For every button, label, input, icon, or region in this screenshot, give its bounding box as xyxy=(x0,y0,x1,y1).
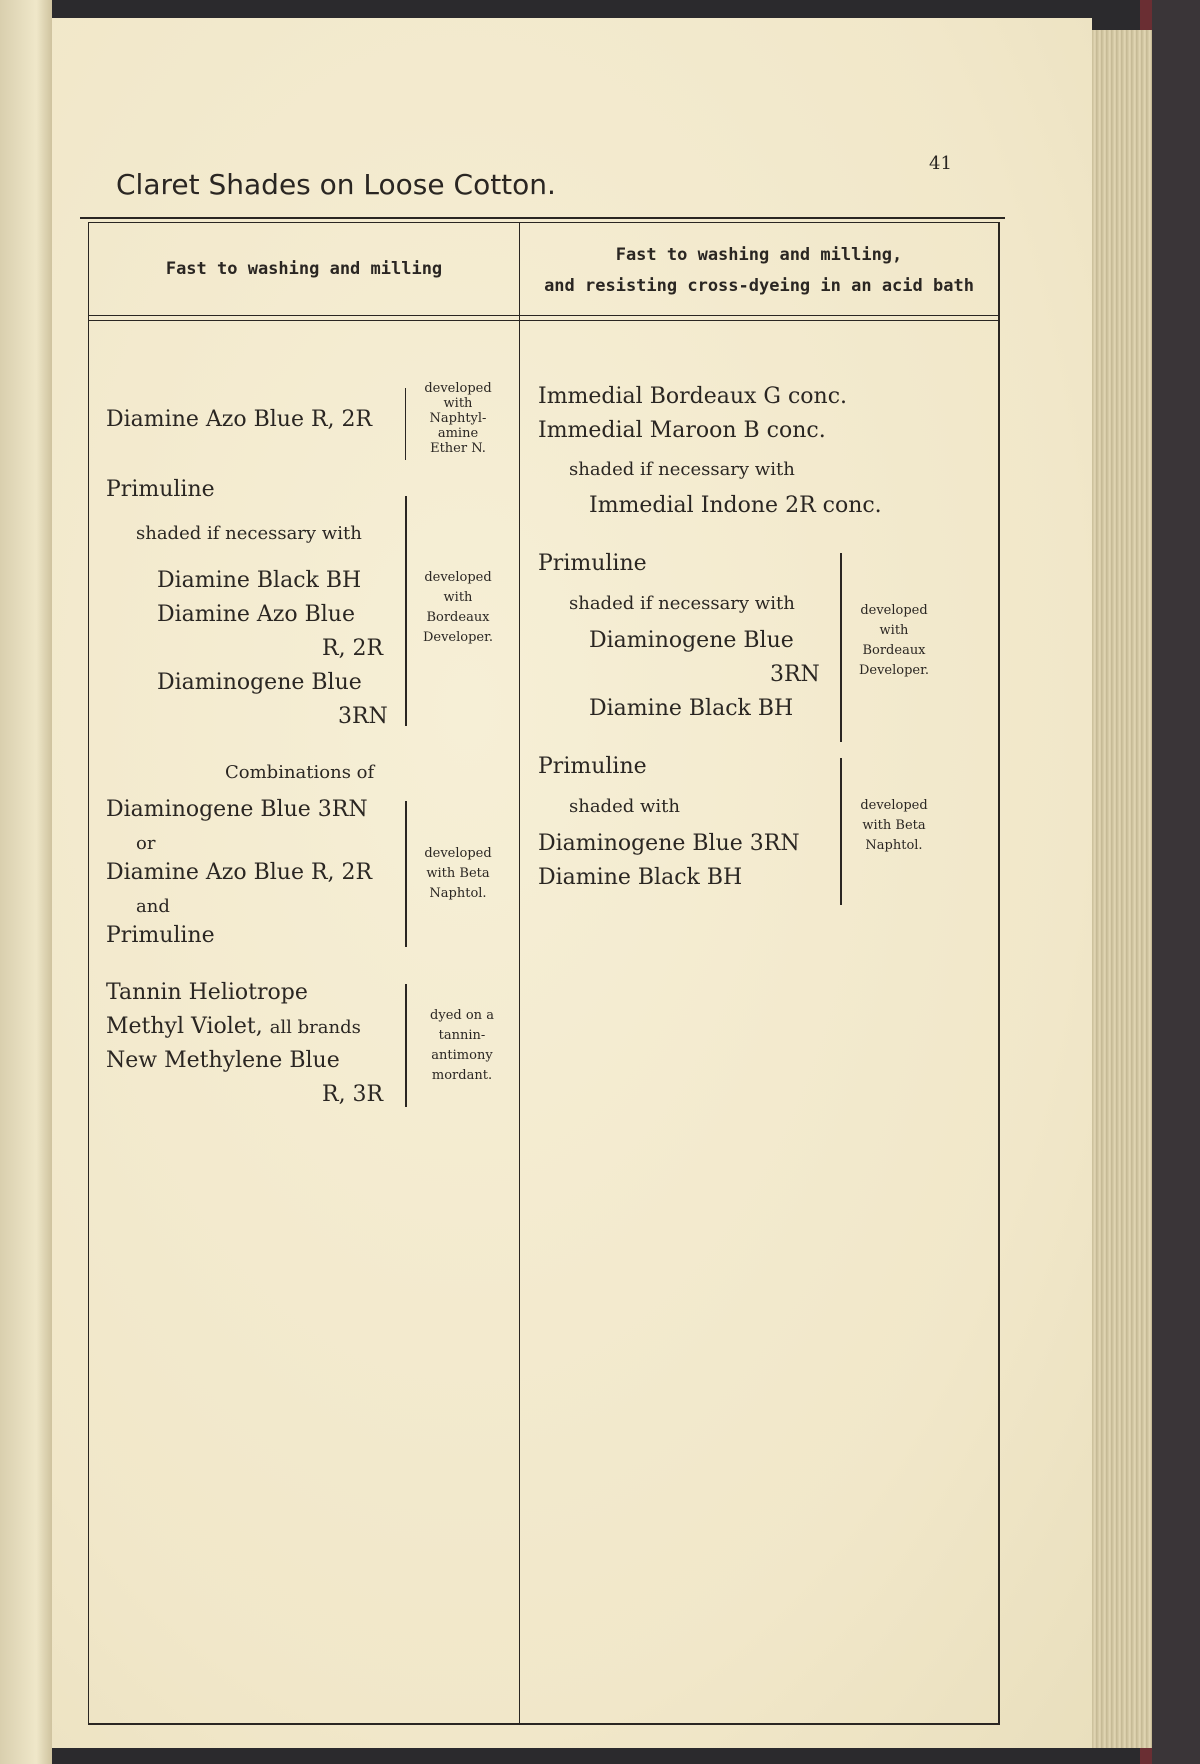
page-number: 41 xyxy=(929,153,952,174)
dye-name: Primuline xyxy=(106,923,215,948)
shade-dye: Diaminogene Blue 3RN xyxy=(538,831,800,856)
development-note: developed with Beta Naphtol. xyxy=(860,798,928,853)
shade-dye-variant: 3RN xyxy=(338,704,388,729)
combinations-heading: Combinations of xyxy=(225,762,375,783)
shade-note: shaded if necessary with xyxy=(569,459,795,480)
dye-name: New Methylene Blue xyxy=(106,1048,340,1073)
book-page xyxy=(52,18,1092,1748)
shade-dye: Diaminogene Blue xyxy=(589,628,794,653)
table-right-rule xyxy=(998,222,1000,1724)
brace xyxy=(840,553,842,742)
development-note: developed with Bordeaux Developer. xyxy=(422,570,494,645)
brace xyxy=(840,758,842,905)
brace xyxy=(405,496,407,726)
brace xyxy=(405,984,407,1107)
shade-dye: Immedial Indone 2R conc. xyxy=(589,493,882,518)
shade-dye: Diamine Black BH xyxy=(589,696,794,721)
header-rule-1 xyxy=(88,315,998,316)
dye-name: Diamine Azo Blue R, 2R xyxy=(106,860,373,885)
dye-name: Immedial Maroon B conc. xyxy=(538,418,826,443)
right-column-header-line2: and resisting cross-dyeing in an acid bath xyxy=(544,276,974,296)
connector-word: and xyxy=(136,896,170,917)
shade-note: shaded if necessary with xyxy=(569,593,795,614)
dye-variant: R, 3R xyxy=(322,1082,384,1107)
book-cover xyxy=(1152,0,1200,1764)
table-top-inner-rule xyxy=(88,222,999,223)
table-left-rule xyxy=(88,222,89,1724)
development-note: developed with Bordeaux Developer. xyxy=(858,603,930,678)
dye-name: Tannin Heliotrope xyxy=(106,980,308,1005)
primary-dye: Primuline xyxy=(538,754,647,779)
development-note: developed with Beta Naphtol. xyxy=(424,846,492,901)
shade-note: shaded if necessary with xyxy=(136,523,362,544)
development-note: developed with Naphtyl- amine Ether N. xyxy=(424,381,492,456)
connector-word: or xyxy=(136,833,156,854)
dye-name: Immedial Bordeaux G conc. xyxy=(538,384,848,409)
facing-page-edge xyxy=(0,0,52,1764)
table-column-divider xyxy=(519,222,520,1724)
dye-name: Diaminogene Blue 3RN xyxy=(106,797,368,822)
brace xyxy=(405,801,407,947)
brace xyxy=(405,388,406,460)
table-bottom-rule xyxy=(88,1723,1000,1725)
shade-dye-variant: R, 2R xyxy=(322,636,384,661)
page-edges xyxy=(1092,30,1152,1748)
dye-name: Diamine Azo Blue R, 2R xyxy=(106,407,373,432)
shade-dye-variant: 3RN xyxy=(770,662,820,687)
primary-dye: Primuline xyxy=(538,551,647,576)
dye-name: Methyl Violet, all brands xyxy=(106,1014,361,1039)
shade-dye: Diaminogene Blue xyxy=(157,670,362,695)
shade-dye: Diamine Azo Blue xyxy=(157,602,355,627)
mordant-note: dyed on a tannin- antimony mordant. xyxy=(430,1008,494,1083)
header-rule-2 xyxy=(88,320,998,321)
left-column-header: Fast to washing and milling xyxy=(165,259,443,279)
right-column-header-line1: Fast to washing and milling, xyxy=(615,245,903,265)
shade-dye: Diamine Black BH xyxy=(538,865,743,890)
shade-dye: Diamine Black BH xyxy=(157,568,362,593)
shade-note: shaded with xyxy=(569,796,680,817)
table-top-rule xyxy=(80,217,1005,219)
page-title: Claret Shades on Loose Cotton. xyxy=(116,168,556,201)
primary-dye: Primuline xyxy=(106,477,215,502)
